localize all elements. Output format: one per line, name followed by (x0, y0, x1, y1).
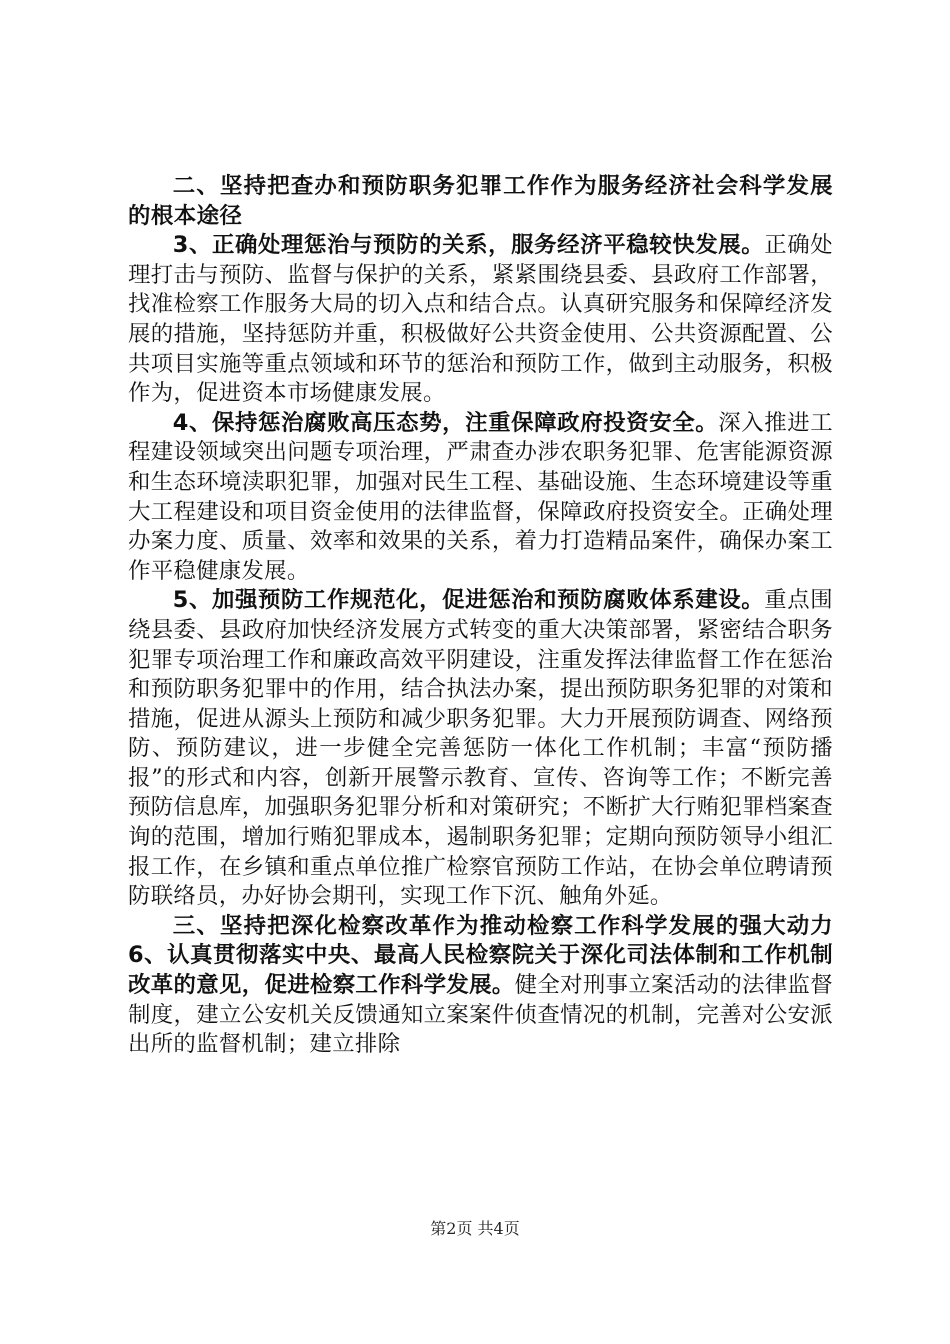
page-footer: 第2页 共4页 (430, 1219, 520, 1238)
item-4-body: 深入推进工程建设领域突出问题专项治理，严肃查办涉农职务犯罪、危害能源资源和生态环境渎职犯罪，加强对民生工程、基础设施、生态环境建设等重大工程建设和项目资金使用的法律监督，保障政府投资安全。正确处理办案力度、质量、效率和效果的关系，着力打造精品案件，确保办案工作平稳健康发展。 (128, 409, 834, 584)
item-5-lead: 5、加强预防工作规范化，促进惩治和预防腐败体系建设。 (172, 587, 765, 614)
paragraph-heading-three-item-6 (128, 912, 833, 1060)
document-body (128, 172, 833, 1060)
heading-three-item-6-lead: 三、坚持把深化检察改革作为推动检察工作科学发展的强大动力6、认真贯彻落实中央、最高人民检察院关于深化司法体制和工作机制改革的意见，促进检察工作科学发展。 (128, 912, 833, 999)
paragraph-item-4 (128, 409, 833, 587)
section-heading-two: 二、坚持把查办和预防职务犯罪工作作为服务经济社会科学发展的根本途径 (128, 173, 833, 229)
paragraph-item-5 (128, 586, 833, 912)
item-6-body: 健全对刑事立案活动的法律监督制度，建立公安机关反馈通知立案案件侦查情况的机制，完善对公安派出所的监督机制；建立排除 (128, 972, 833, 1058)
item-3-body: 正确处理打击与预防、监督与保护的关系，紧紧围绕县委、县政府工作部署，找准检察工作服务大局的切入点和结合点。认真研究服务和保障经济发展的措施，坚持惩防并重，积极做好公共资金使用、公共资源配置、公共项目实施等重点领域和环节的惩治和预防工作，做到主动服务，积极作为，促进资本市场健康发展。 (128, 232, 833, 407)
item-3-lead: 3、正确处理惩治与预防的关系，服务经济平稳较快发展。 (172, 232, 765, 259)
item-4-lead: 4、保持惩治腐败高压态势，注重保障政府投资安全。 (172, 409, 719, 436)
item-5-body: 重点围绕县委、县政府加快经济发展方式转变的重大决策部署，紧密结合职务犯罪专项治理工作和廉政高效平阴建设，注重发挥法律监督工作在惩治和预防职务犯罪中的作用，结合执法办案，提出预防职务犯罪的对策和措施，促进从源头上预防和减少职务犯罪。大力开展预防调查、网络预防、预防建议，进一步健全完善惩防一体化工作机制；丰富“预防播报”的形式和内容，创新开展警示教育、宣传、咨询等工作；不断完善预防信息库，加强职务犯罪分析和对策研究；不断扩大行贿犯罪档案查询的范围，增加行贿犯罪成本，遏制职务犯罪；定期向预防领导小组汇报工作，在乡镇和重点单位推广检察官预防工作站，在协会单位聘请预防联络员，办好协会期刊，实现工作下沉、触角外延。 (128, 587, 833, 910)
paragraph-item-3 (128, 231, 833, 409)
